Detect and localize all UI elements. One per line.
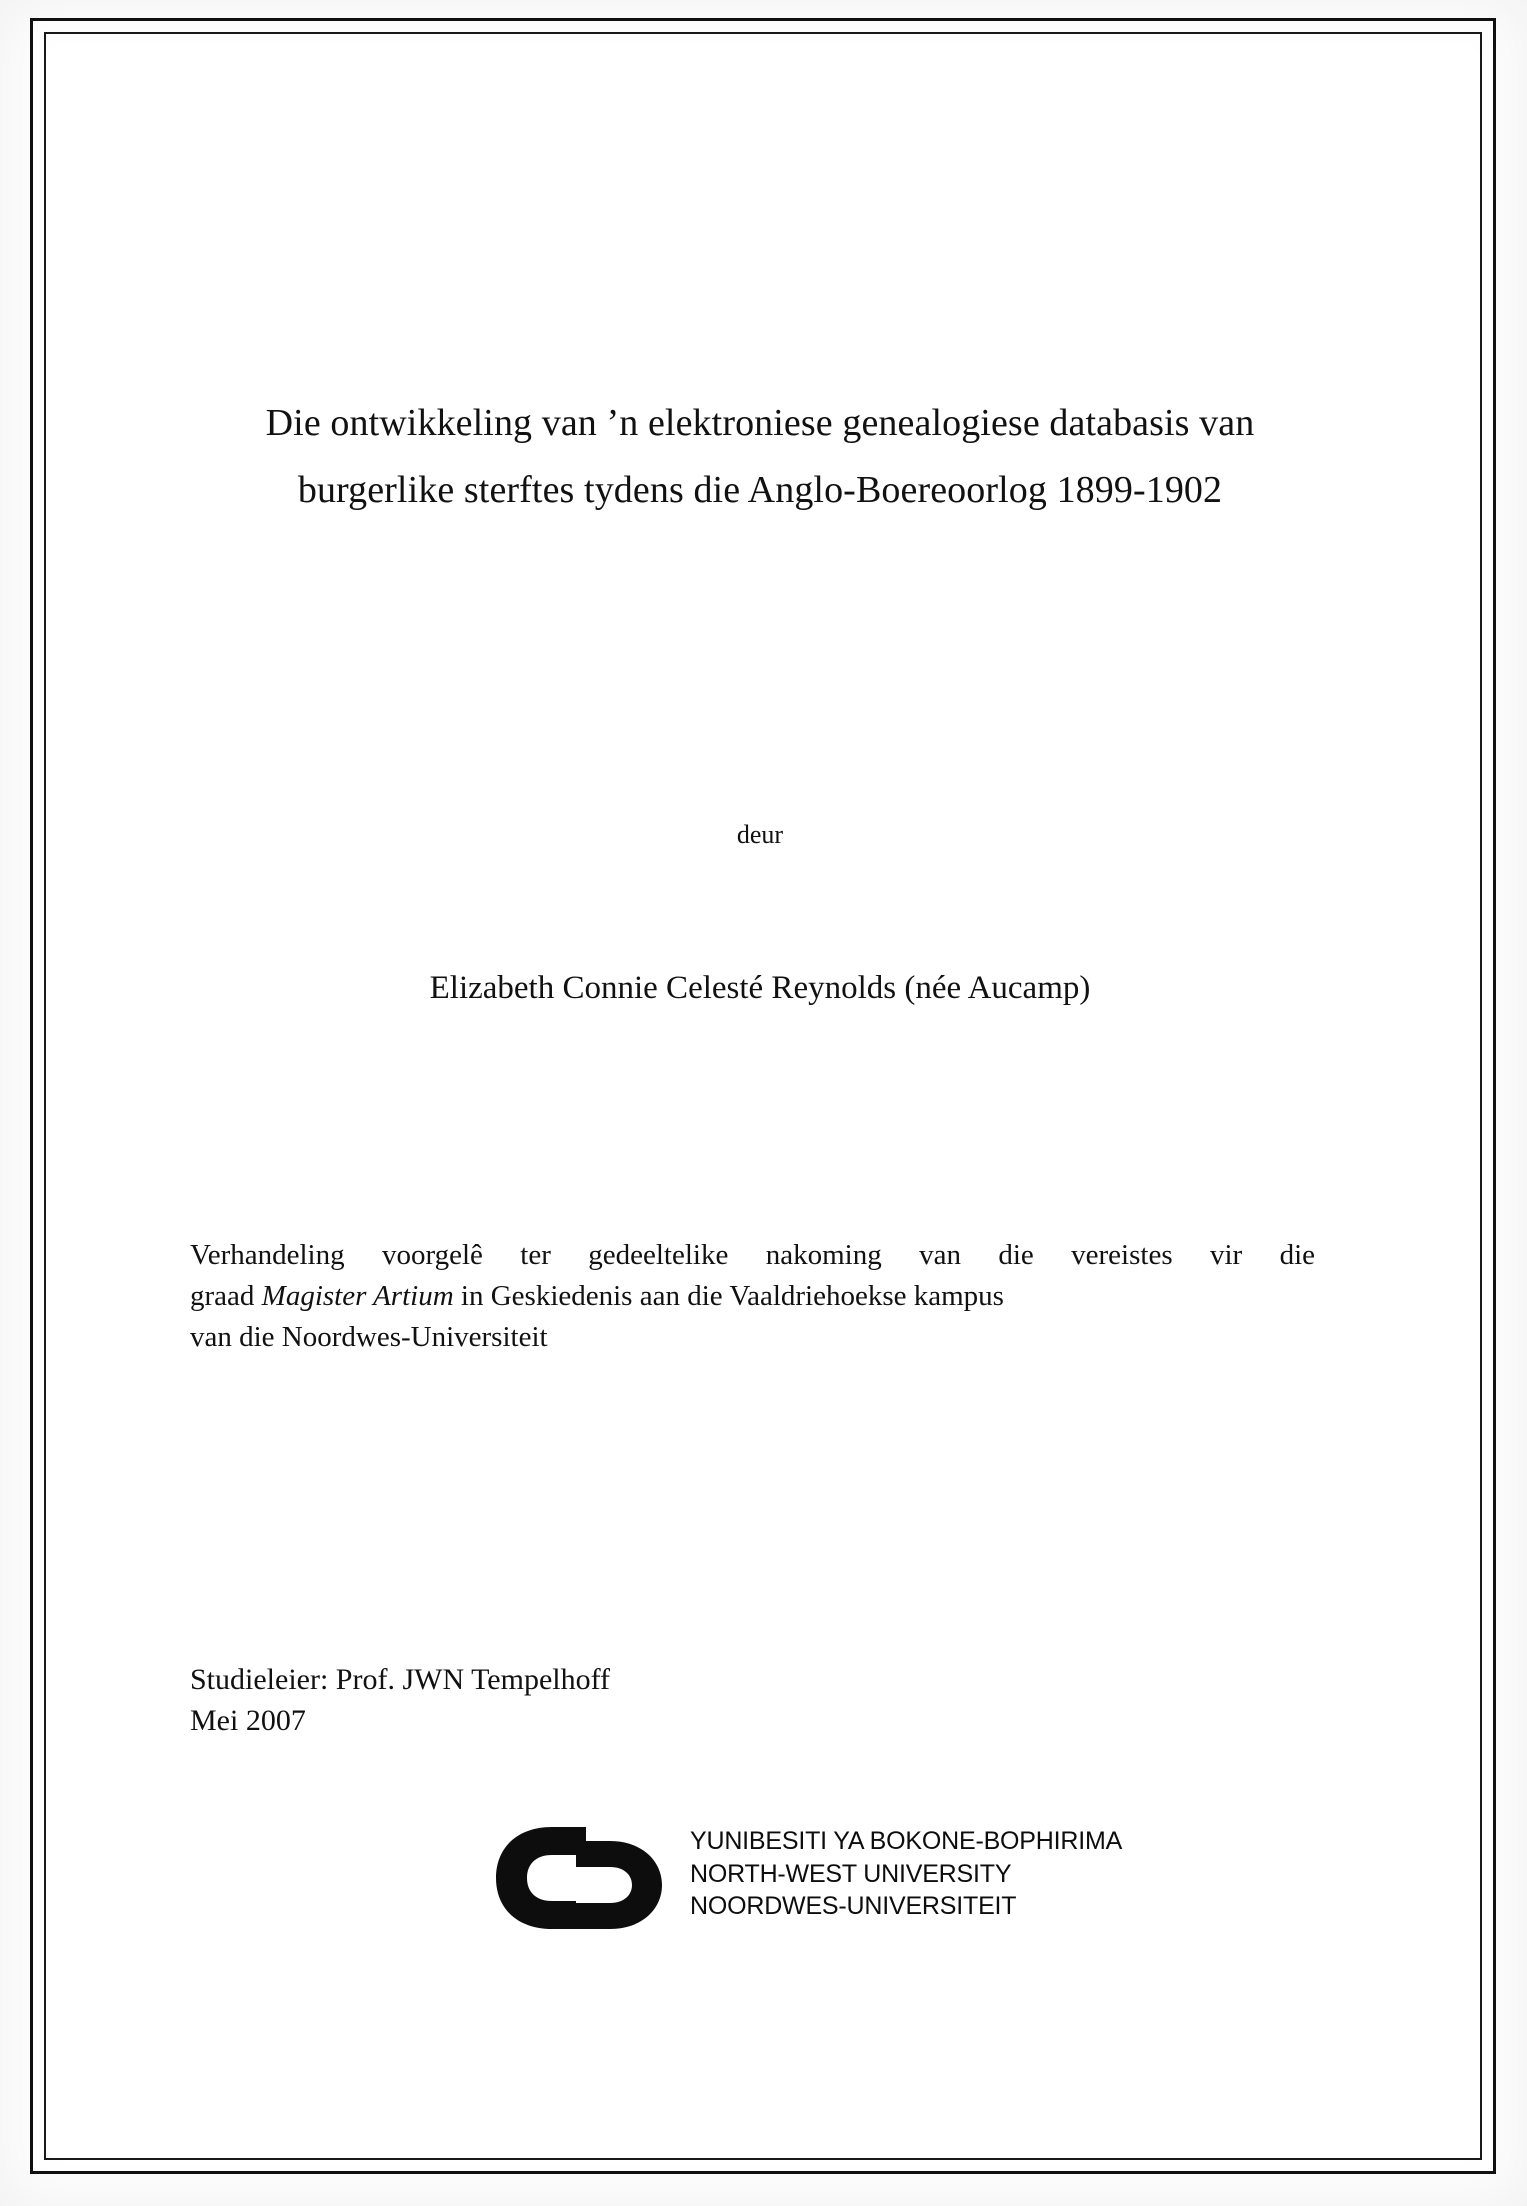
degree-statement-line-2-suffix: in Geskiedenis aan die Vaaldriehoekse kampus <box>453 1280 1004 1313</box>
degree-statement-line-1: Verhandeling voorgelê ter gedeeltelike nakoming van die vereistes vir die <box>190 1239 1315 1271</box>
by-label: deur <box>736 820 784 849</box>
logo-text-line-1: YUNIBESITI YA BOKONE-BOPHIRIMA <box>690 1827 1123 1855</box>
logo-text-line-3: NOORDWES-UNIVERSITEIT <box>690 1892 1017 1920</box>
title-line-2: burgerlike sterftes tydens die Anglo-Boereoorlog 1899-1902 <box>297 468 1223 511</box>
degree-statement <box>190 1235 1315 1359</box>
supervisor-line: Studieleier: Prof. JWN Tempelhoff <box>190 1663 611 1696</box>
degree-name-italic: Magister Artium <box>261 1280 454 1313</box>
degree-statement-line-3: van die Noordwes-Universiteit <box>190 1321 548 1354</box>
supervisor-block <box>190 1660 1090 1741</box>
date-line: Mei 2007 <box>190 1703 306 1737</box>
author-name: Elizabeth Connie Celesté Reynolds (née Aucamp) <box>429 970 1091 1006</box>
university-logo <box>490 1815 1190 1945</box>
logo-text-line-2: NORTH-WEST UNIVERSITY <box>690 1859 1012 1888</box>
page-title <box>190 390 1330 523</box>
title-page-content <box>150 60 1370 2110</box>
title-line-1: Die ontwikkeling van ’n elektroniese genealogiese databasis van <box>265 402 1255 444</box>
degree-statement-line-2 <box>190 1276 1315 1317</box>
degree-statement-line-2-prefix: graad <box>190 1280 262 1313</box>
university-logo-text <box>690 1825 1122 1923</box>
nwu-logo-icon <box>490 1823 675 1933</box>
